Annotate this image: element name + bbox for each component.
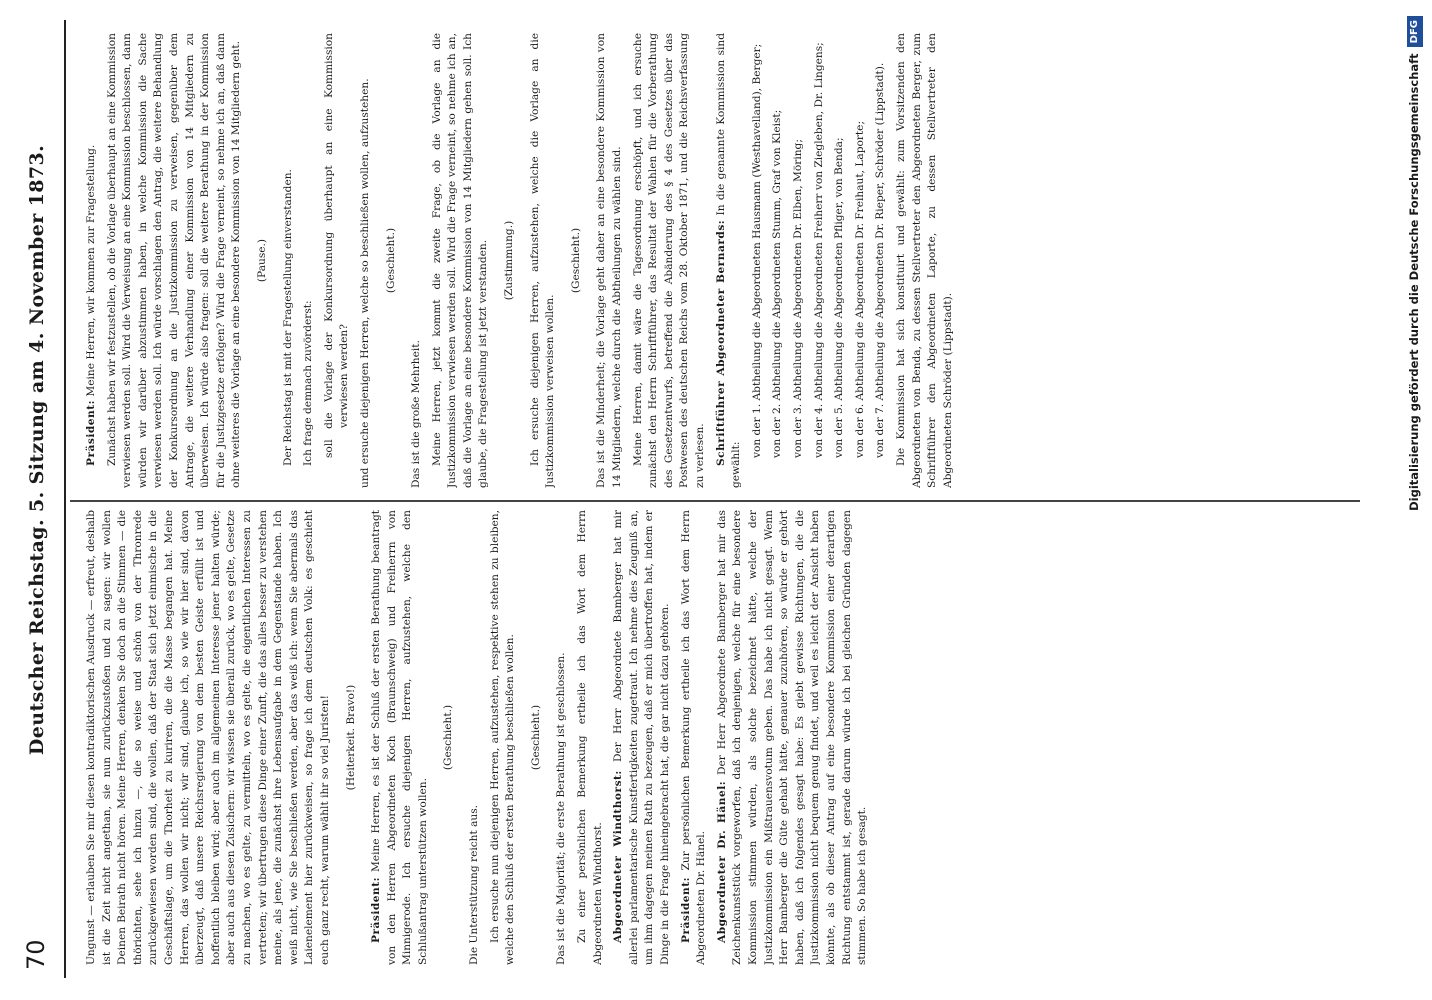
paragraph bbox=[502, 33, 518, 488]
paragraph-text: Zur persönlichen Bemerkung ertheile ich das Wort dem Herrn Abgeordneten Dr. Hänel. bbox=[679, 510, 708, 965]
speaker-name: Präsident: bbox=[85, 399, 97, 466]
dfg-notice: Digitalisierung gefördert durch die Deutsche Forschungsgemeinschaft bbox=[1407, 53, 1421, 511]
paragraph-text: (Geschieht.) bbox=[384, 227, 397, 294]
paragraph bbox=[528, 33, 559, 488]
paragraph bbox=[467, 510, 483, 965]
paragraph bbox=[488, 510, 519, 965]
paragraph bbox=[105, 33, 245, 488]
paragraph-text: von der 2. Abtheilung die Abgeordneten Stumm, Graf von Kleist; bbox=[771, 109, 784, 458]
paragraph bbox=[569, 33, 585, 488]
paragraph bbox=[281, 33, 297, 488]
paragraph bbox=[358, 33, 374, 488]
column-divider bbox=[70, 501, 1360, 503]
paragraph-text: (Zustimmung.) bbox=[503, 220, 516, 301]
paragraph-text: Der Reichstag ist mit der Fragestellung einverstanden. bbox=[281, 169, 294, 466]
paragraph-text: (Pause.) bbox=[255, 238, 268, 283]
paragraph bbox=[611, 510, 673, 965]
paragraph-text: Meine Herren, wir kommen zur Fragestellung. bbox=[85, 144, 97, 400]
speaker-name: Präsident: bbox=[679, 876, 692, 943]
paragraph-text: von der 7. Abtheilung die Abgeordneten Dr. Rieper, Schröder (Lippstadt). bbox=[874, 62, 887, 458]
paragraph-text: Meine Herren, jetzt kommt die zweite Frage, ob die Vorlage an die Justizkommission verwiesen werden soll. Wird die Frage verneint, so nehme ich an, daß die Vorlage an eine besondere Kommission von 14 Mitgliedern gehen soll. Ich glaube, die Fragestellung ist jetzt verstanden. bbox=[430, 33, 490, 488]
paragraph bbox=[529, 510, 545, 965]
paragraph bbox=[873, 33, 889, 488]
paragraph bbox=[344, 510, 360, 965]
paragraph-text: Die Unterstützung reicht aus. bbox=[468, 804, 481, 965]
paragraph bbox=[853, 33, 869, 488]
paragraph bbox=[770, 33, 786, 488]
page-number: 70 bbox=[22, 939, 50, 970]
paragraph-text: (Heiterkeit. Bravo!) bbox=[344, 684, 357, 791]
speaker-name: Abgeordneter Windthorst: bbox=[612, 770, 625, 943]
paragraph-text: Die Kommission hat sich konstituirt und gewählt: zum Vorsitzenden den Abgeordneten von Benda, zu dessen Stellvertreter den Abgeordneten Berger, zum Schriftführer den Abgeordneten Laporte, zu dessen Stellvertreter den Abgeordneten Schröder (Lippstadt). bbox=[894, 33, 954, 488]
paragraph-text: Das ist die Minderheit; die Vorlage geht daher an eine besondere Kommission von 14 Mitgliedern, welche durch die Abtheilungen zu wählen sind. bbox=[595, 33, 624, 488]
paragraph-text: Zunächst haben wir festzustellen, ob die Vorlage überhaupt an eine Kommission verwiesen werden soll. Wird die Verweisung an eine Kommission beschlossen, dann würden wir darüber abzustimmen haben, in welche Kommission die Sache verwiesen werden soll. Ich würde vorschlagen den Antrag, die weitere Behandlung der Konkursordnung an die Justizkommission zu verweisen, gegenüber dem Antrage, die weitere Verhandlung einer Kommission von 14 Mitgliedern zu überweisen. Ich würde also fragen: soll die weitere Berathung in der Kommission für die Justizgesetze erfolgen? Wird die Frage verneint, so nehme ich an, daß dann ohne weiteres die Vorlage an eine besondere Kommission von 14 Mitgliedern geht. bbox=[105, 33, 243, 488]
paragraph bbox=[832, 33, 848, 488]
paragraph bbox=[750, 33, 766, 488]
paragraph bbox=[430, 33, 492, 488]
paragraph-text: Ungunst — erlauben Sie mir diesen kontradiktorischen Ausdruck — erfreut, deshalb ist die Zeit nicht angethan, sie nun zurückzustoßen und zu sagen: wir wollen Deinen Beirath nicht hören. Meine Herren, denken Sie doch an die Stimmen — die thörichten, sehe ich hinzu —, die so weise und schön von der Thronrede zurückgewiesen worden sind, die wollen, daß der Staat sich jetzt einmische in die Geschäftslage, um die Thorheit zu kuriren, die die Masse begangen hat. Meine Herren, das wollen wir nicht; wir sind, glaube ich, so wie wir hier sind, davon überzeugt, daß unsere Reichsregierung von dem besten Geiste erfüllt ist und hoffentlich bleiben wird; aber auch im allgemeinen Interesse jener halten würde; aber auch aus diesen Zusichern: wir wissen sie überall zurück, wo es gelte, Gesetze zu machen, wo es gelte, zu vermitteln, wo es gelte, die eigentlichen Interessen zu vertreten; wir übertrugen diese Dinge einer Zunft, die das alles besser zu verstehen meine, als jene, die zunächst ihre Lebensaufgabe in dem Gegenstande haben. Ich weiß nicht, wie Sie beschließen werden, aber das weiß ich: wenn Sie abermals das Laienelement hier zurückweisen, so frage ich dem deutschen Volk: es geschieht euch ganz recht, warum wählt ihr so viel Juristen! bbox=[85, 510, 331, 965]
paragraph bbox=[791, 33, 807, 488]
paragraph-text: Das ist die große Mehrheit. bbox=[410, 340, 423, 488]
paragraph-text: von der 1. Abtheilung die Abgeordneten Hausmann (Westhavelland), Berger; bbox=[750, 43, 763, 458]
paragraph bbox=[441, 510, 457, 965]
paragraph-text: von der 6. Abtheilung die Abgeordneten Dr. Freihaut, Laporte; bbox=[853, 120, 866, 458]
right-column bbox=[84, 33, 1384, 488]
header-rule bbox=[64, 20, 66, 978]
dfg-notice-line bbox=[1396, 0, 1432, 1000]
paragraph-text: Ich ersuche diejenigen Herren, aufzustehen, welche die Vorlage an die Justizkommission verweisen wollen. bbox=[528, 33, 557, 488]
paragraph-text: von der 4. Abtheilung die Abgeordneten Freiherr von Ziegleben, Dr. Lingens; bbox=[812, 42, 825, 458]
paragraph-text: von der 5. Abtheilung die Abgeordneten Pfliger, von Benda; bbox=[833, 137, 846, 458]
paragraph bbox=[84, 510, 334, 965]
paragraph-text: und ersuche diejenigen Herren, welche so beschließen wollen, aufzustehen. bbox=[358, 78, 371, 488]
paragraph bbox=[255, 33, 271, 488]
paragraph bbox=[301, 33, 317, 488]
left-column bbox=[84, 510, 1384, 965]
running-head: Deutscher Reichstag. 5. Sitzung am 4. November 1873. bbox=[26, 144, 48, 756]
paragraph bbox=[369, 510, 431, 965]
paragraph bbox=[715, 510, 871, 965]
paragraph-text: von der 3. Abtheilung die Abgeordneten Dr. Elben, Möring; bbox=[791, 139, 804, 458]
paragraph-text: Das ist die Majorität; die erste Berathung ist geschlossen. bbox=[555, 652, 568, 965]
paragraph-text: (Geschieht.) bbox=[442, 704, 455, 771]
paragraph bbox=[322, 33, 353, 488]
paragraph bbox=[894, 33, 956, 488]
paragraph-text: Zu einer persönlichen Bemerkung ertheile ich das Wort dem Herrn Abgeordneten Windthorst. bbox=[576, 510, 604, 965]
paragraph-text: Ich frage demnach zuvörderst: bbox=[302, 300, 315, 466]
paragraph-text: (Geschieht.) bbox=[529, 704, 542, 771]
paragraph-text: Der Herr Abgeordnete Bamberger hat mir das Zeichenkunststück vorgeworfen, daß ich denjenigen, welche für eine besondere Kommission stimmen würden, als solche bezeichnet hätte, welche der Justizkommission ein Mißtrauensvotum geben. Das habe ich nicht gesagt. Wenn Herr Bamberger die Güte gehabt hätte, genauer zuzuhören, so würde er gehört haben, daß ich folgendes gesagt habe: Es giebt gewisse Richtungen, die die Justizkommission nicht bequem genug findet, und weil es leicht der Ansicht haben könnte, als ob dieser Antrag auf eine besondere Kommission einer derartigen Richtung entstammt ist, gerade darum würde ich bei gleichen Gründen dagegen stimmen. So habe ich gesagt. bbox=[715, 510, 869, 965]
paragraph bbox=[554, 510, 570, 965]
paragraph-text: (Geschieht.) bbox=[569, 227, 582, 294]
paragraph bbox=[409, 33, 425, 488]
paragraph-text: Der Herr Abgeordnete Bamberger hat mir allerlei parlamentarische Kunstfertigkeiten zugetraut. Ich nehme dies Zeugniß an, um ihm dagegen meinen Rath zu bezeugen, daß er mich übertroffen hat, indem er Dinge in die Frage hineingebracht hat, die gar nicht dazu gehören. bbox=[612, 510, 671, 965]
speaker-name: Abgeordneter Dr. Hänel: bbox=[715, 780, 728, 943]
speaker-name: Schriftführer Abgeordneter Bernards: bbox=[714, 219, 727, 466]
paragraph bbox=[384, 33, 400, 488]
page-header bbox=[0, 0, 80, 1000]
paragraph bbox=[594, 33, 625, 488]
paragraph bbox=[714, 33, 745, 488]
dfg-sidebar bbox=[1396, 0, 1432, 1000]
paragraph-text: soll die Vorlage der Konkursordnung überhaupt an eine Kommission verwiesen werden? bbox=[322, 33, 351, 458]
dfg-logo: DFG bbox=[1407, 16, 1423, 47]
paragraph bbox=[679, 510, 710, 965]
paragraph bbox=[631, 33, 709, 488]
paragraph bbox=[84, 33, 100, 488]
paragraph-text: Meine Herren, damit wäre die Tagesordnung erschöpft, und ich ersuche zunächst den Herrn Schriftführer, das Resultat der Wahlen für die Vorberathung des Gesetzentwurfs, betreffend die Abänderung des § 4 des Gesetzes über das Postwesen des deutschen Reichs vom 28. Oktober 1871, und die Reichsverfassung zu verlesen. bbox=[631, 33, 706, 488]
paragraph bbox=[575, 510, 606, 965]
paragraph-text: In die genannte Kommission sind gewählt: bbox=[714, 33, 743, 488]
speaker-name: Präsident: bbox=[370, 876, 383, 943]
paragraph-text: Meine Herren, es ist der Schluß der ersten Berathung beantragt von den Herren Abgeordneten Koch (Braunschweig) und Freiherrn von Minnigerode. Ich ersuche diejenigen Herren, aufzustehen, welche den Schlußantrag unterstützen wollen. bbox=[370, 510, 429, 965]
paragraph-text: Ich ersuche nun diejenigen Herren, aufzustehen, respektive stehen zu bleiben, welche den Schluß der ersten Berathung beschließen wollen. bbox=[488, 510, 517, 965]
paragraph bbox=[812, 33, 828, 488]
